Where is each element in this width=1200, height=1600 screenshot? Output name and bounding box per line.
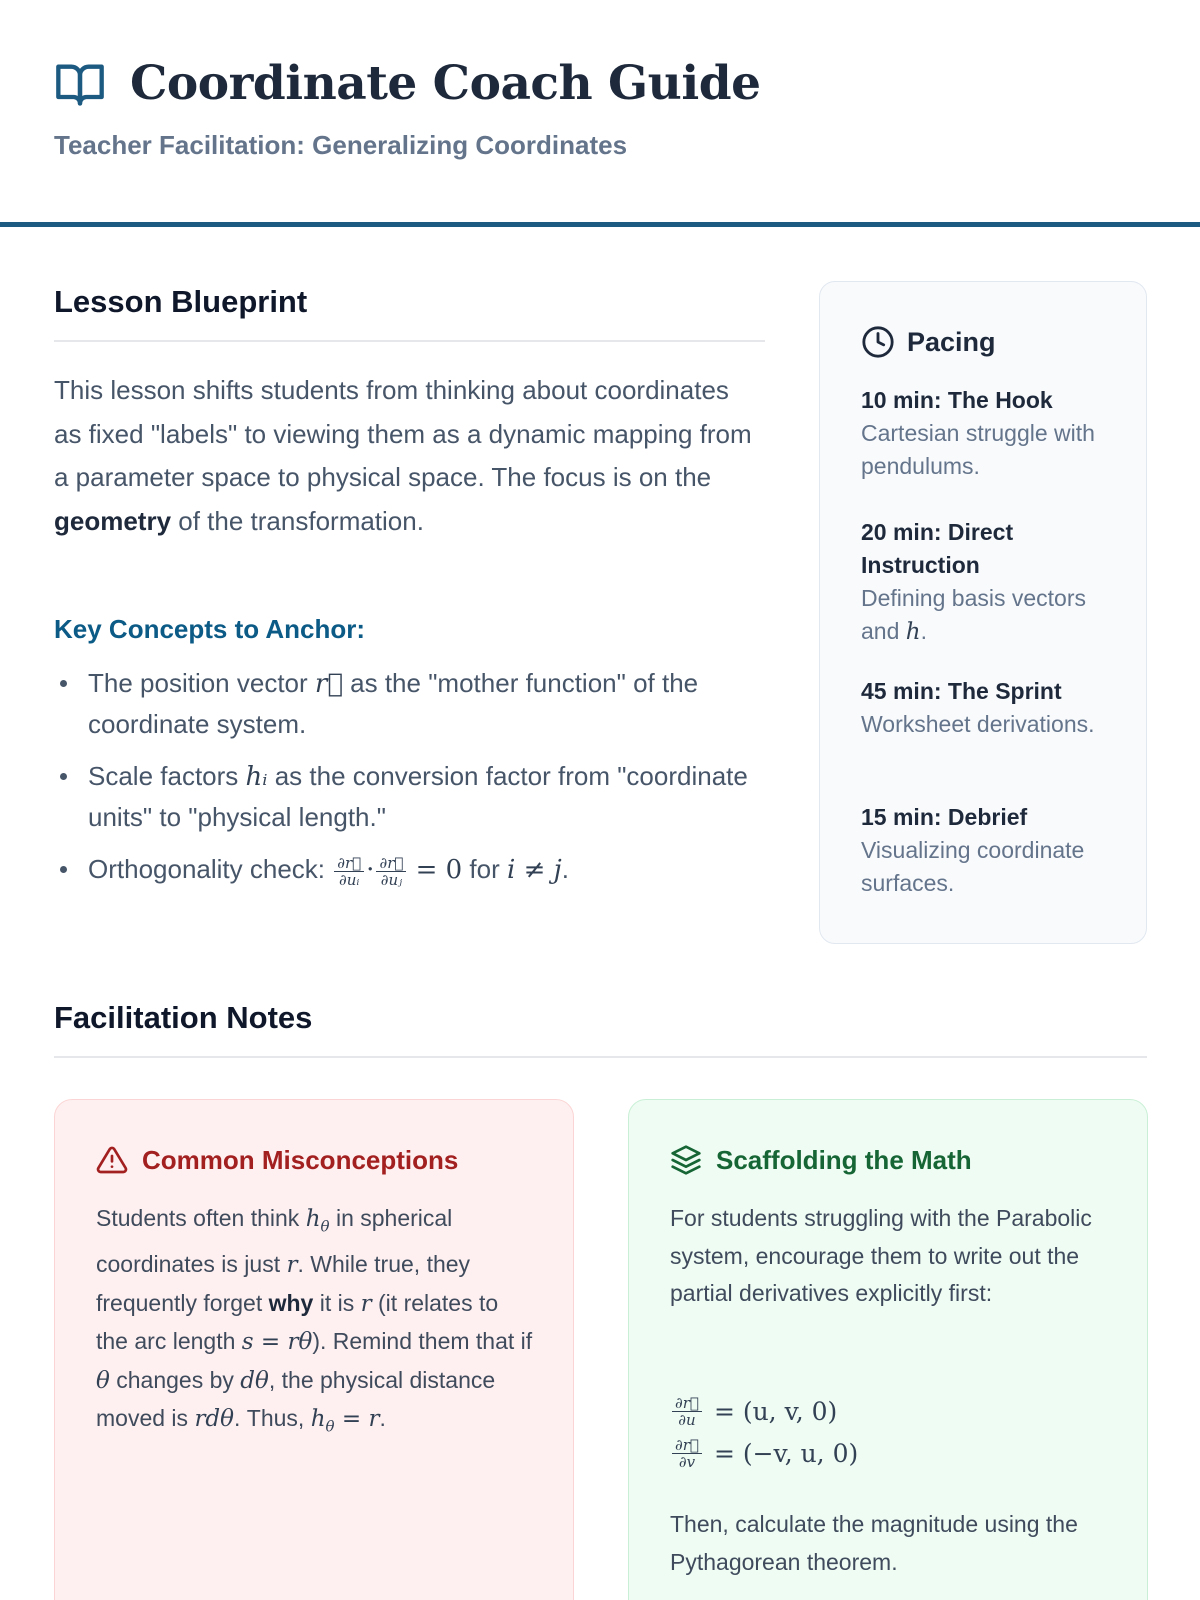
- equation-row: $\frac{\partial r⃗}{\partial u}$ = (u, v, 0): [670, 1390, 858, 1432]
- pacing-item-desc: Visualizing coordinate surfaces.: [861, 837, 1085, 896]
- clock-icon: [861, 325, 895, 359]
- pacing-card: [819, 281, 1147, 944]
- scaffolding-card: [628, 1099, 1148, 1600]
- pacing-header: [861, 325, 996, 359]
- layers-icon: [670, 1144, 702, 1176]
- scaffolding-header: [670, 1144, 972, 1176]
- pacing-item: [861, 675, 1121, 741]
- list-item: The position vector r⃗ as the "mother function" of the coordinate system.: [54, 663, 764, 744]
- scaffolding-intro: For students struggling with the Parabolic system, encourage them to write out the partial derivatives explicitly first:: [670, 1205, 1092, 1306]
- divider: [54, 340, 765, 342]
- fraction: $\frac{\partial r⃗}{\text{∂uⱼ}}$: [376, 855, 406, 888]
- misconceptions-header: [96, 1144, 458, 1176]
- pacing-item-label: 15 min: Debrief: [861, 804, 1028, 830]
- key-concepts-list: [54, 663, 764, 902]
- pacing-item-desc: Defining basis vectors and h.: [861, 585, 1086, 645]
- scaffolding-title: Scaffolding the Math: [716, 1144, 972, 1175]
- list-item: Scale factors hᵢ as the conversion factor from "coordinate units" to "physical length.": [54, 756, 764, 837]
- fraction: $\frac{\partial r⃗}{\partial v}$: [672, 1437, 702, 1470]
- book-open-icon: [54, 58, 106, 110]
- warning-triangle-icon: [96, 1144, 128, 1176]
- pacing-item-label: 45 min: The Sprint: [861, 678, 1062, 704]
- misconceptions-title: Common Misconceptions: [142, 1144, 459, 1175]
- pacing-item: [861, 384, 1121, 483]
- blueprint-intro: This lesson shifts students from thinking about coordinates as fixed "labels" to viewing them as a dynamic mapping from a parameter space to physical space. The focus is on the geometry of the transformation.: [54, 375, 752, 536]
- fraction: $\frac{\partial r⃗}{\partial u}$: [672, 1395, 702, 1428]
- scaffolding-outro: Then, calculate the magnitude using the Pythagorean theorem.: [670, 1511, 1078, 1575]
- misconceptions-card: [54, 1099, 574, 1600]
- pacing-item-desc: Worksheet derivations.: [861, 711, 1095, 737]
- list-item: Orthogonality check: $\frac{\partial r⃗}{\text{∂uᵢ}}$ · $\frac{\partial r⃗}{\text{∂uⱼ}}$ = 0 for i ≠ j.: [54, 849, 764, 890]
- pacing-title: Pacing: [907, 326, 996, 357]
- page-header: [0, 0, 1200, 227]
- derivative-equations: [670, 1390, 858, 1474]
- pacing-item-label: 20 min: Direct Instruction: [861, 519, 1014, 578]
- pacing-item-label: 10 min: The Hook: [861, 387, 1053, 413]
- pacing-item: [861, 516, 1121, 649]
- page-subtitle: Teacher Facilitation: Generalizing Coordinates: [54, 130, 628, 160]
- equation-row: $\frac{\partial r⃗}{\partial v}$ = (−v, u, 0): [670, 1432, 858, 1474]
- key-concepts-heading: Key Concepts to Anchor:: [54, 614, 366, 644]
- misconceptions-text: Students often think $h_\theta$ in spherical coordinates is just r. While true, they frequently forget why it is r (it relates to the arc length s = rθ). Remind them that if θ changes by dθ, the physical distance moved is rdθ. Thus, $h_\theta = r$.: [96, 1205, 533, 1436]
- title-row: [54, 56, 760, 111]
- fraction: $\frac{\partial r⃗}{\text{∂uᵢ}}$: [334, 855, 364, 888]
- lesson-blueprint-heading: Lesson Blueprint: [54, 284, 308, 319]
- page-title: Coordinate Coach Guide: [130, 56, 761, 111]
- divider: [54, 1056, 1147, 1058]
- facilitation-notes-heading: Facilitation Notes: [54, 1000, 313, 1035]
- pacing-item: [861, 801, 1121, 900]
- pacing-item-desc: Cartesian struggle with pendulums.: [861, 420, 1095, 479]
